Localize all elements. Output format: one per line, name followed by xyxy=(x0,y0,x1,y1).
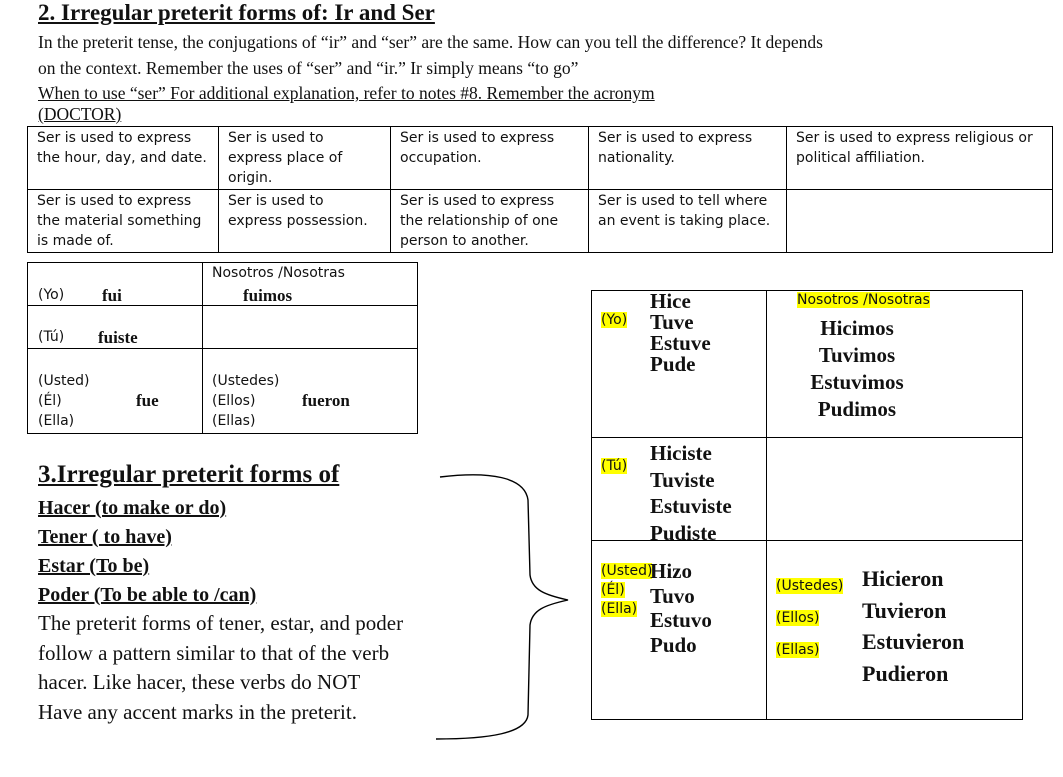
yo-form: fui xyxy=(102,286,122,305)
use-cell xyxy=(787,190,1053,253)
intro-line-2: on the context. Remember the uses of “ser” and “ir.” Ir simply means “to go” xyxy=(38,58,579,78)
use-cell: Ser is used to express nationality. xyxy=(589,127,787,190)
use-cell: Ser is used to express the hour, day, and date. xyxy=(28,127,219,190)
intro-line-1: In the preterit tense, the conjugations of “ir” and “ser” are the same. How can you tell the difference? It depends xyxy=(38,32,823,52)
verb-poder: Poder (To be able to /can) xyxy=(38,584,257,606)
section2-intro xyxy=(38,29,1058,105)
nosotros-forms: Hicimos Tuvimos Estuvimos Pudimos xyxy=(810,316,904,421)
tu-label: (Tú) xyxy=(601,458,628,474)
ustedes-labels: (Ustedes) (Ellos) (Ellas) xyxy=(776,578,844,658)
ustedes-labels: (Ustedes) (Ellos) (Ellas) xyxy=(212,373,280,429)
use-cell: Ser is used to express religious or political affiliation. xyxy=(787,127,1053,190)
table-row xyxy=(28,127,1053,190)
ser-uses-table xyxy=(27,126,1053,253)
verb-hacer: Hacer (to make or do) xyxy=(38,497,227,519)
use-cell: Ser is used to express occupation. xyxy=(391,127,589,190)
usted-forms: Hizo Tuvo Estuvo Pudo xyxy=(650,559,712,657)
tu-label: (Tú) xyxy=(38,329,65,345)
usted-form: fue xyxy=(136,391,159,410)
usted-labels: (Usted) (Él) (Ella) xyxy=(601,563,653,617)
acronym: (DOCTOR) xyxy=(38,104,122,124)
tu-forms: Hiciste Tuviste Estuviste Pudiste xyxy=(650,441,732,545)
ustedes-forms: Hicieron Tuvieron Estuvieron Pudieron xyxy=(862,566,965,686)
yo-label: (Yo) xyxy=(601,312,628,328)
tu-form: fuiste xyxy=(98,328,138,347)
use-cell: Ser is used to express the relationship of one person to another. xyxy=(391,190,589,253)
table-row xyxy=(28,190,1053,253)
section3-description: The preterit forms of tener, estar, and poder follow a pattern similar to that of the verb hacer. Like hacer, these verbs do NOT Have any accent marks in the preterit. xyxy=(38,611,404,724)
nosotros-form: fuimos xyxy=(243,286,293,305)
section2-title: 2. Irregular preterit forms of: Ir and Ser xyxy=(38,0,435,25)
yo-label: (Yo) xyxy=(38,287,65,303)
nosotros-label: Nosotros /Nosotras xyxy=(797,292,930,308)
use-cell: Ser is used to tell where an event is taking place. xyxy=(589,190,787,253)
verb-tener: Tener ( to have) xyxy=(38,526,172,548)
use-cell: Ser is used to express possession. xyxy=(219,190,391,253)
hacer-conjugation-table xyxy=(591,290,1023,720)
usted-labels: (Usted) (Él) (Ella) xyxy=(38,373,90,429)
nosotros-label: Nosotros /Nosotras xyxy=(212,265,345,281)
ir-ser-conjugation-table xyxy=(27,262,418,434)
yo-forms: Hice Tuve Estuve Pude xyxy=(650,289,711,376)
when-line: When to use “ser” For additional explanation, refer to notes #8. Remember the acronym xyxy=(38,83,655,103)
verb-list xyxy=(38,497,256,613)
use-cell: Ser is used to express the material something is made of. xyxy=(28,190,219,253)
ustedes-form: fueron xyxy=(302,391,350,410)
use-cell: Ser is used to express place of origin. xyxy=(219,127,391,190)
verb-estar: Estar (To be) xyxy=(38,555,150,577)
section3-title: 3.Irregular preterit forms of xyxy=(38,461,340,488)
brace-connector xyxy=(430,465,610,745)
